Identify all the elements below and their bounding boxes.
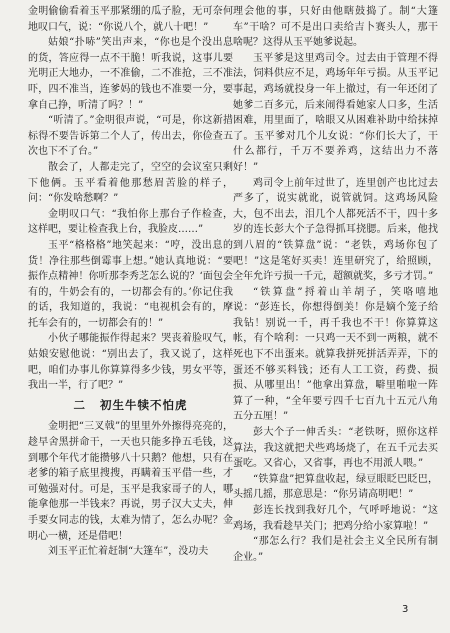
right-text-column (233, 4, 438, 565)
paragraph: 彭连长找到我好几个，气呼呼地说：“这鸡场，我看趁早关门；把鸡分给小家算啦！” (233, 505, 438, 532)
section-heading (28, 398, 233, 414)
paragraph: “铁算盘”把算盘收起，绿豆眼眨巴眨巴，头摇几摇，那意思是：“你另请高明吧！” (233, 473, 438, 501)
paragraph: “听清了。”金明很声说，“可是，你这新措标得不要告诉第二个人了，传出去，你俭查五次也下不了台。” (28, 115, 233, 158)
paragraph: 玉平爹是这里鸡司令。过去由于管理不得法，饲料供应不足，鸡场年年亏损。从玉平记事起，鸡场就投身一年上撤过，有一年还闭了她爹二百多元，后来闹得看她家人口多，生活困难，用里面了，啥眼又从困难补助中给抹掉了。玉平爹对几个儿女说：“你们长大了，干什么都行，千万不要养鸡，这结出力不落好！” (233, 52, 438, 173)
paragraph: “铁算盘”捋着山羊胡子，笑咯嘻地说：“彭连长，你想得倒美！你是嫡个笼子给我钻！别说一千，再千我也不干！你算算这帐，有个啥利：一只鸡一天不到一两粮，就不死也下不出蛋来。就算我拼死拼活弄弄，下的蛋还不够买料钱；还有人工工资，药费、损损、从哪里出！”他拿出算盘，噼里啪啦一阵算了一种，“全年要亏四千七百九十五元八角五分五厘！” (233, 286, 438, 423)
paragraph: 小伙子哪能振作得起来？哭丧着脸叹气，姑娘安慰他说：“别出去了，我又说了，这样吧，咱们办事儿你算算得多少钱，男女平等，我出一半，行了吧？” (28, 333, 233, 392)
paragraph: 彭大个子一伸舌头：“老铁呀，照你这样算法，我这就把犬些鸡场烧了，在五千元去买蛋吃。又省心，又省事，再也不用派人喂。” (233, 427, 438, 470)
paragraph: 理会他的事，只好由他瞎鼓捣了。制“大篷车”干啥？可不是出口卖给吉卜赛头人，那干啥呢？这得从玉平她爹说起。 (233, 6, 438, 49)
paragraph: “那怎么行？我们是社会主义全民所有制企业。” (233, 536, 438, 563)
left-text-column (28, 4, 233, 560)
paragraph: 玉平“格格格”地笑起来：“哼，没出息的货！净往那些倒霉事上想。”她认真地说：“要振作点精神！你听那李秀芝怎么说的？‘面包会有的，牛奶会有的，一切都会有的。’你记住我的话，我知道的，我说：“电视机会有的，摩托车会有的，一切都会有的！” (28, 239, 233, 329)
paragraph: 金明偷偷看着玉平那紧绷的瓜子脸，无可奈何地叹口气，说：“你说八个，就八十吧！” (28, 6, 233, 33)
section-title: 初生牛犊不怕虎 (100, 397, 188, 412)
paragraph: 金明叹口气：“我怕你上那台子作检查，这样吧，要让检查我上台，我脸皮……” (28, 208, 233, 236)
paragraph: 鸡司令上前年过世了，连里创产也比过去严多了，说实就讹，说管就饲。这鸡场风险大，包不出去，泪几个人都死活不干，四十多岁的连长彭大个子急得抓耳挠腮。后来，他找到八眉的“铁算盘”说：“老铁，鸡场你包了吧！”这是笔好买卖！连里研究了，给照顾，全年允许亏损一千元，超额就奖，多亏才罚。” (233, 177, 438, 283)
page-number: 3 (402, 604, 409, 615)
paragraph: 金明把“三叉戟”的里里外外擦得亮亮的，趁早舍黑拼命干，一天也只能多挣五毛钱，这到哪个年代才能攒够八十只鹅？他想，只有在老爹的箱子底里搜搜，再瞒着玉平借一些，才可勉强对付。可是，玉平是我家哥子的人，哪能拿他那一半钱来？再说，男子汉大丈夫，伸手要女同志的钱，太难为情了，怎么办呢？金明心一横，还是借吧！ (28, 421, 233, 542)
section-number: 二 (73, 397, 86, 412)
paragraph: 散会了，人都走完了，空空的会议室只剩下他俩。玉平看着他那愁眉苦脸的样子，问：“你发啥愁啊？” (28, 161, 233, 205)
paragraph: 姑娘“扑哧”笑出声来，“你也是个没出息的货，答应得一点不干脆！听我说，这事儿要光明正大地办，一不准偷，二不准抢，三不准吓，四不准当，连爹妈的钱也不准要一分，要拿自己挣，听清了吗？！” (28, 37, 233, 111)
paragraph: 刘玉平正忙着赶制“大篷车”，没功夫 (48, 546, 209, 558)
